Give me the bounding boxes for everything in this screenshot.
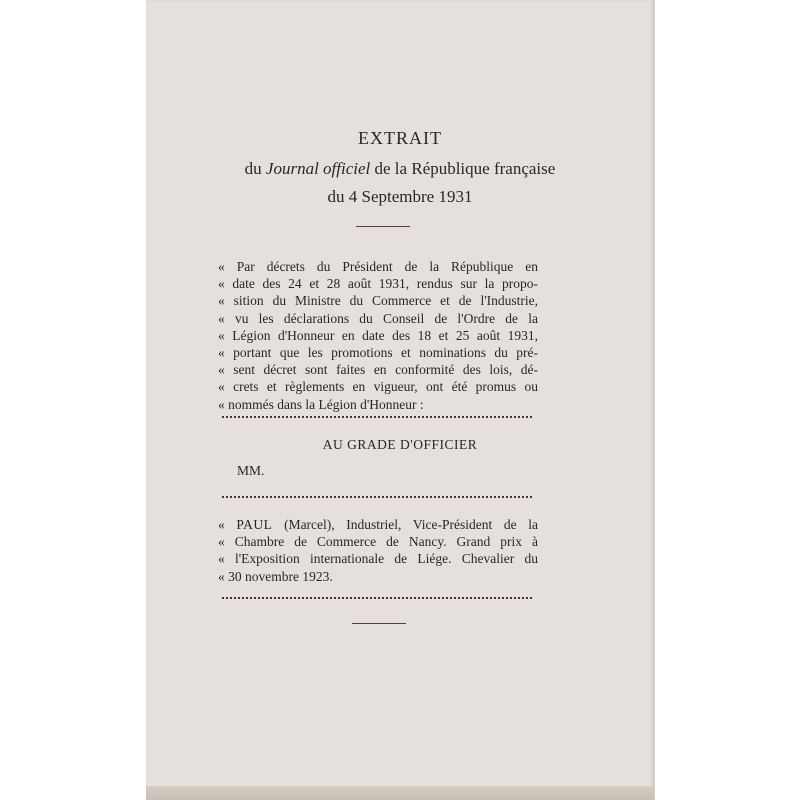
nominee-line: « Chambre de Commerce de Nancy. Grand prix à <box>218 534 538 550</box>
journal-name: Journal officiel <box>265 159 371 178</box>
nominee-line-text: (Marcel), Industriel, Vice-Président de la <box>272 517 539 532</box>
mm-label: MM. <box>237 463 265 478</box>
decree-line: « vu les déclarations du Conseil de l'Ordre de la <box>218 310 538 326</box>
decree-line: « Légion d'Honneur en date des 18 et 25 août 1931, <box>218 327 538 343</box>
decree-line: « sition du Ministre du Commerce et de l'Industrie, <box>218 293 538 309</box>
decree-line: « portant que les promotions et nominations du pré- <box>218 345 538 361</box>
nominee-paragraph <box>218 516 538 585</box>
quote-mark: « <box>218 517 237 532</box>
document-title: EXTRAIT <box>358 128 442 148</box>
subtitle-prefix: du <box>244 159 266 178</box>
decree-line: « sent décret sont faites en conformité des lois, dé- <box>218 362 538 378</box>
title-divider <box>356 226 410 227</box>
page-edge <box>652 0 655 800</box>
subtitle-suffix: de la République française <box>370 159 556 178</box>
nominee-name: PAUL <box>236 517 273 532</box>
decree-line: « crets et règlements en vigueur, ont été promus ou <box>218 379 538 395</box>
closing-divider <box>352 623 406 624</box>
nominee-line: « 30 novembre 1923. <box>218 568 333 584</box>
dotted-separator <box>222 410 532 418</box>
nominee-line: « l'Exposition internationale de Liége. Chevalier du <box>218 551 538 567</box>
page-bottom-edge <box>146 786 654 800</box>
nominee-line <box>218 516 538 533</box>
decree-line: « nommés dans la Légion d'Honneur : <box>218 396 424 412</box>
dotted-separator <box>222 591 532 599</box>
document-date: du 4 Septembre 1931 <box>327 187 473 206</box>
decree-line: « date des 24 et 28 août 1931, rendus sur la propo- <box>218 276 538 292</box>
decree-paragraph <box>218 258 538 413</box>
document-subtitle <box>146 158 654 180</box>
dotted-separator <box>222 490 532 498</box>
decree-line: « Par décrets du Président de la République en <box>218 259 538 274</box>
grade-heading: AU GRADE D'OFFICIER <box>322 437 478 452</box>
